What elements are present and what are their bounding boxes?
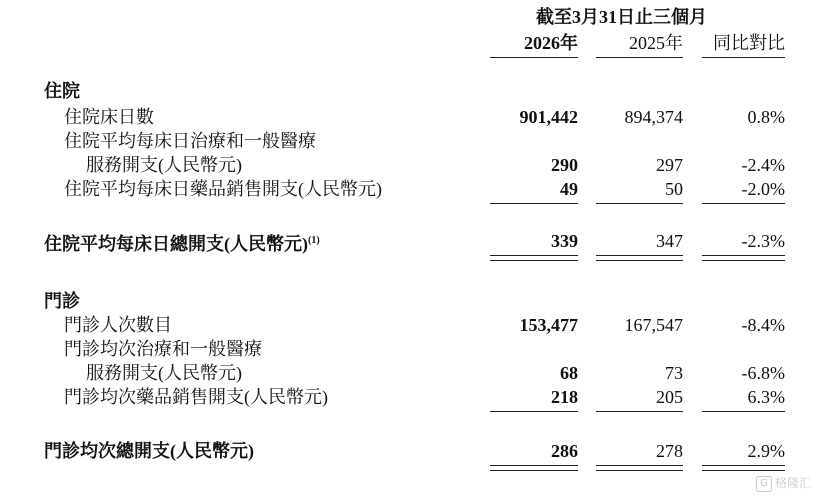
total-double-rule-2026 [490, 255, 578, 261]
value-2025: 297 [656, 155, 683, 175]
value-2026: 218 [551, 387, 578, 407]
value-change: 0.8% [747, 107, 785, 127]
subtotal-rule-2026 [490, 411, 578, 412]
total-double-rule-2025 [596, 255, 683, 261]
period-header: 截至3月31日止三個月 [536, 7, 707, 27]
value-2025: 167,547 [624, 315, 683, 335]
row-label: 服務開支(人民幣元) [86, 155, 242, 175]
row-label: 服務開支(人民幣元) [86, 363, 242, 383]
value-2026: 49 [560, 179, 578, 199]
value-2025: 205 [656, 387, 683, 407]
watermark-text: 格隆汇 [775, 476, 812, 490]
section-title-outpatient: 門診 [44, 291, 80, 311]
value-2026: 286 [551, 441, 578, 461]
col-header-change: 同比對比 [713, 33, 785, 53]
value-2026: 339 [551, 231, 578, 251]
subtotal-rule-change [702, 411, 785, 412]
value-change: 6.3% [747, 387, 785, 407]
value-2026: 290 [551, 155, 578, 175]
total-double-rule-2026 [490, 465, 578, 471]
value-2026: 153,477 [519, 315, 578, 335]
value-change: -6.8% [741, 363, 785, 383]
header-rule-change [702, 57, 785, 58]
value-2025: 50 [665, 179, 683, 199]
g-logo-icon: G [756, 476, 772, 492]
row-label: 住院床日數 [64, 107, 154, 127]
col-header-2026: 2026年 [524, 33, 578, 53]
col-header-2025: 2025年 [629, 33, 683, 53]
value-2025: 73 [665, 363, 683, 383]
value-2026: 901,442 [519, 107, 578, 127]
section-title-inpatient: 住院 [44, 81, 80, 101]
subtotal-rule-change [702, 203, 785, 204]
value-2025: 894,374 [624, 107, 683, 127]
value-change: -2.3% [741, 231, 785, 251]
value-change: -2.0% [741, 179, 785, 199]
row-label: 門診人次數目 [64, 315, 172, 335]
footnote-marker: (1) [308, 235, 320, 246]
total-double-rule-change [702, 255, 785, 261]
value-change: -8.4% [741, 315, 785, 335]
header-rule-2025 [596, 57, 683, 58]
row-label-continued: 門診均次治療和一般醫療 [64, 339, 262, 359]
value-change: -2.4% [741, 155, 785, 175]
row-label: 門診均次藥品銷售開支(人民幣元) [64, 387, 328, 407]
total-label-text: 住院平均每床日總開支(人民幣元) [44, 234, 308, 254]
row-label-continued: 住院平均每床日治療和一般醫療 [64, 131, 316, 151]
value-change: 2.9% [747, 441, 785, 461]
row-label: 住院平均每床日藥品銷售開支(人民幣元) [64, 179, 382, 199]
row-label: 門診均次總開支(人民幣元) [44, 441, 254, 461]
total-double-rule-2025 [596, 465, 683, 471]
value-2026: 68 [560, 363, 578, 383]
row-label [44, 230, 320, 255]
watermark [756, 474, 811, 492]
subtotal-rule-2025 [596, 203, 683, 204]
subtotal-rule-2026 [490, 203, 578, 204]
header-rule-2026 [490, 57, 578, 58]
total-double-rule-change [702, 465, 785, 471]
subtotal-rule-2025 [596, 411, 683, 412]
value-2025: 278 [656, 441, 683, 461]
value-2025: 347 [656, 231, 683, 251]
